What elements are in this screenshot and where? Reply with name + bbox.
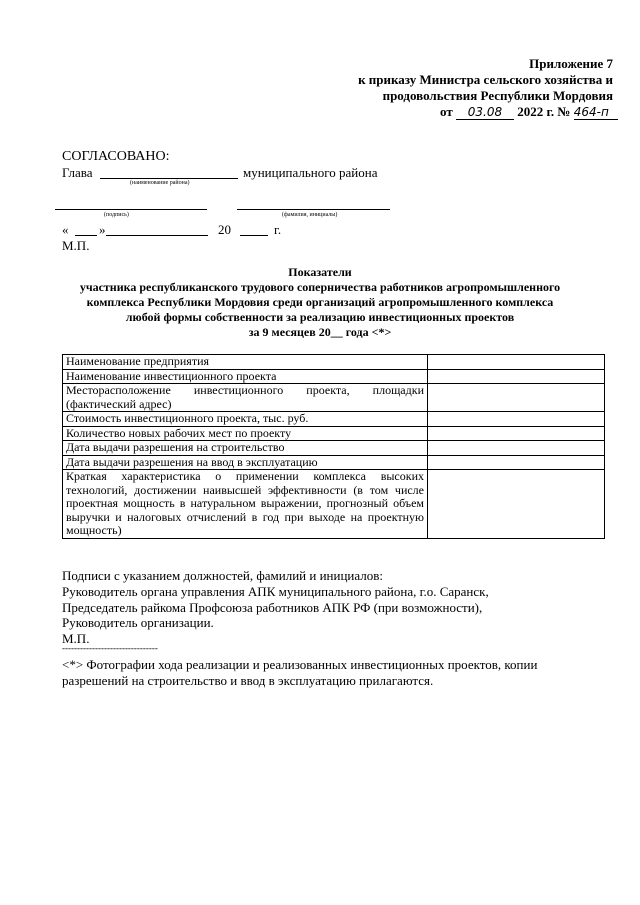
quote-open: «: [62, 222, 69, 237]
row-label: Дата выдачи разрешения на строительство: [63, 441, 428, 456]
title-line-2: участника республиканского трудового соперничества работников агропромышленного: [79, 280, 561, 294]
indicators-table: [62, 354, 605, 539]
quote-close: »: [99, 222, 106, 237]
signature-hint: (подпись): [104, 212, 129, 218]
footnote-line-2: разрешений на строительство и ввод в эксплуатацию прилагаются.: [62, 673, 434, 688]
title-line-4: любой формы собственности за реализацию инвестиционных проектов: [125, 310, 515, 324]
row-label: Стоимость инвестиционного проекта, тыс. руб.: [63, 412, 428, 427]
table-row: [63, 455, 605, 470]
signatures-stamp: М.П.: [62, 631, 90, 646]
row-label: Краткая характеристика о применении комплекса высоких технологий, достижении наивысшей эффективности (в том числе проектная мощность в натуральном выражении, прогнозный объем выручки и налоговых отчислений в год при выходе на проектную мощность): [63, 470, 428, 539]
name-line: [237, 209, 390, 210]
row-label: Наименование предприятия: [63, 355, 428, 370]
row-value-cell[interactable]: [428, 441, 605, 456]
row-value-cell[interactable]: [428, 412, 605, 427]
table-row: [63, 441, 605, 456]
row-value-cell[interactable]: [428, 369, 605, 384]
footnote-separator: --------------------------------: [62, 643, 158, 653]
title-line-1: Показатели: [288, 265, 352, 279]
district-name-line: [100, 178, 238, 179]
day-line: [75, 235, 97, 236]
month-line: [106, 235, 208, 236]
table-row: [63, 470, 605, 539]
table-row: [63, 426, 605, 441]
row-value-cell[interactable]: [428, 426, 605, 441]
year-line: [240, 235, 268, 236]
approval-title: СОГЛАСОВАНО:: [62, 149, 170, 164]
year-suffix: г.: [274, 222, 282, 237]
date-prefix: от: [440, 104, 453, 119]
table-row: [63, 412, 605, 427]
row-value-cell[interactable]: [428, 470, 605, 539]
handwritten-date: 03.08: [456, 105, 514, 120]
table-row: [63, 384, 605, 412]
district-hint: (наименование района): [130, 180, 190, 186]
order-line-2: продовольствия Республики Мордовия: [382, 88, 613, 103]
title-line-3: комплекса Республики Мордовия среди организаций агропромышленного комплекса: [86, 295, 554, 309]
row-value-cell[interactable]: [428, 455, 605, 470]
row-value-cell[interactable]: [428, 384, 605, 412]
table-row: [63, 369, 605, 384]
signatures-intro: Подписи с указанием должностей, фамилий и инициалов:: [62, 568, 384, 583]
row-label: Количество новых рабочих мест по проекту: [63, 426, 428, 441]
row-label: Наименование инвестиционного проекта: [63, 369, 428, 384]
handwritten-number: 464-п: [574, 105, 618, 120]
order-line-1: к приказу Министра сельского хозяйства и: [358, 72, 613, 87]
signatory-3: Руководитель организации.: [62, 615, 214, 630]
year-prefix: 20: [218, 222, 231, 237]
signature-line: [55, 209, 207, 210]
appendix-number: Приложение 7: [529, 56, 613, 71]
signatory-2: Председатель райкома Профсоюза работников АПК РФ (при возможности),: [62, 600, 483, 615]
name-hint: (фамилия, инициалы): [282, 212, 338, 218]
row-label: Месторасположение инвестиционного проекта, площадки (фактический адрес): [63, 384, 428, 412]
footnote-line-1: <*> Фотографии хода реализации и реализованных инвестиционных проектов, копии: [62, 657, 538, 672]
stamp-label: М.П.: [62, 238, 90, 253]
table-row: [63, 355, 605, 370]
head-label: Глава: [62, 165, 93, 180]
district-label: муниципального района: [243, 165, 378, 180]
signatory-1: Руководитель органа управления АПК муниципального района, г.о. Саранск,: [62, 584, 489, 599]
title-line-5: за 9 месяцев 20__ года <*>: [248, 325, 392, 339]
order-year: 2022 г. №: [517, 104, 571, 119]
order-date-line: [440, 104, 618, 120]
row-value-cell[interactable]: [428, 355, 605, 370]
row-label: Дата выдачи разрешения на ввод в эксплуатацию: [63, 455, 428, 470]
